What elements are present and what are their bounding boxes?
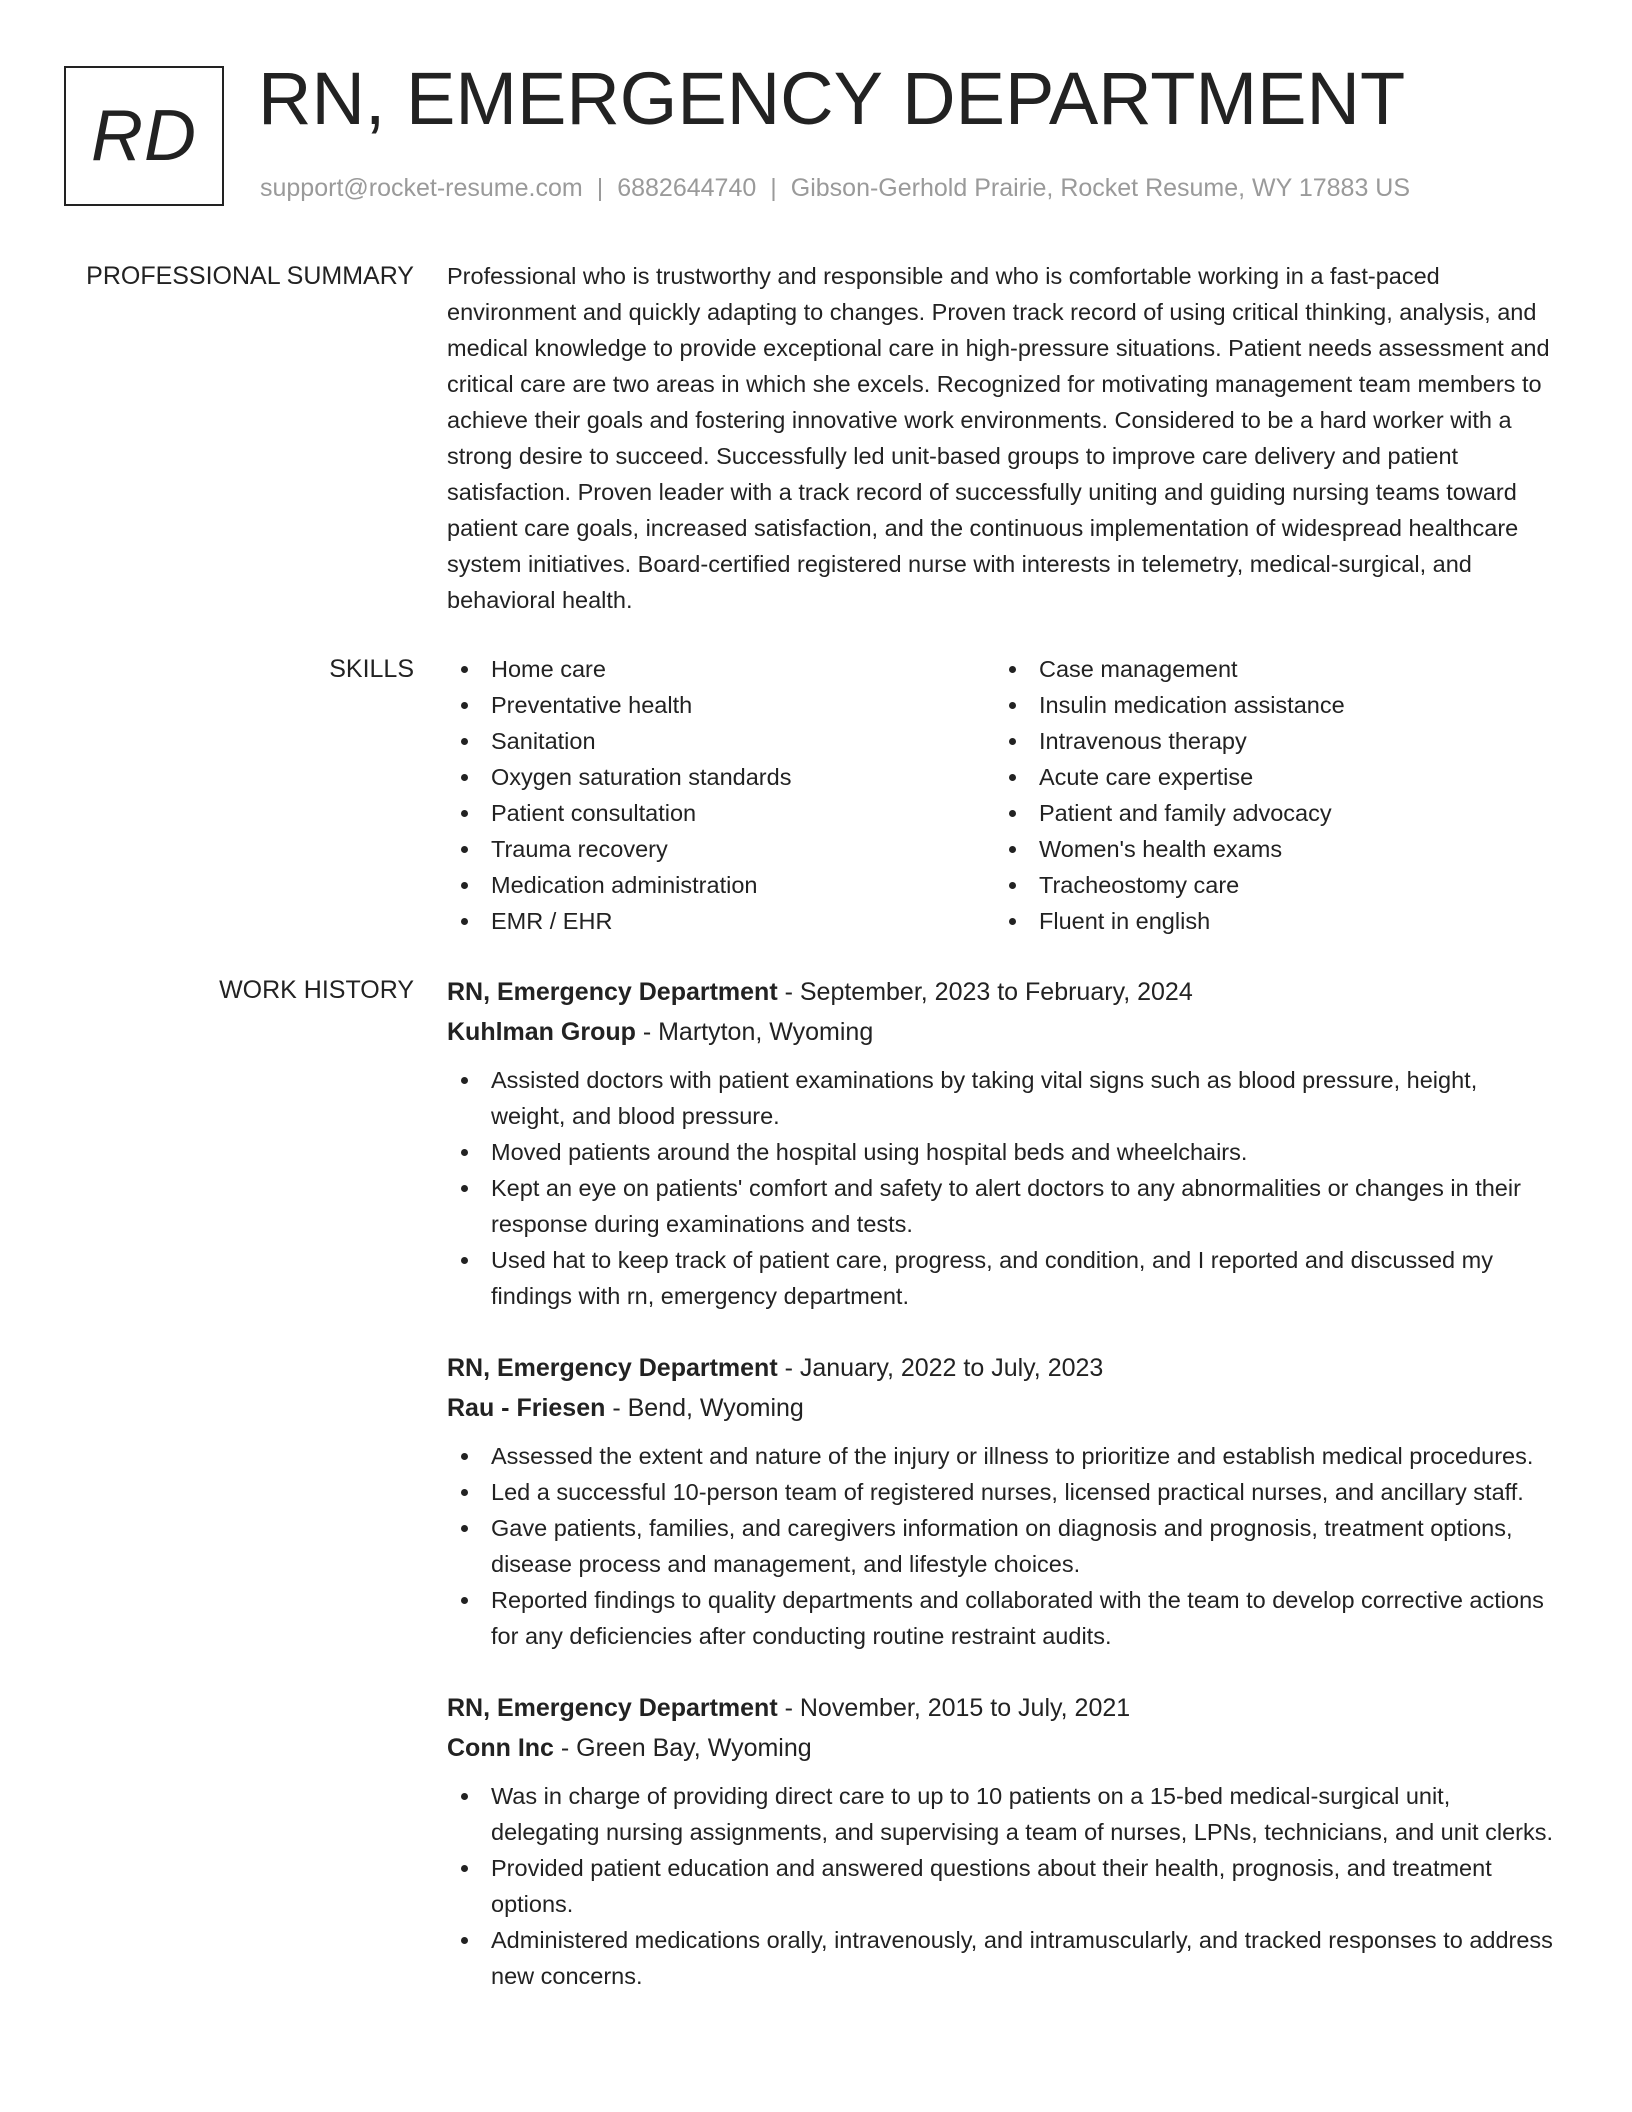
section-heading-summary: PROFESSIONAL SUMMARY xyxy=(86,262,414,290)
skill-item: Patient and family advocacy xyxy=(995,795,1543,831)
skill-item: Oxygen saturation standards xyxy=(447,759,995,795)
job-company-line xyxy=(447,1728,1557,1768)
job-company: Rau - Friesen xyxy=(447,1394,606,1422)
job-bullet: Was in charge of providing direct care to up to 10 patients on a 15-bed medical-surgical unit, delegating nursing assignments, and supervising a team of nurses, LPNs, technicians, and unit clerks. xyxy=(447,1778,1557,1850)
job-entry xyxy=(447,972,1557,1314)
job-company: Conn Inc xyxy=(447,1734,554,1762)
job-dates: - November, 2015 to July, 2021 xyxy=(777,1694,1131,1722)
job-location: - Green Bay, Wyoming xyxy=(553,1734,812,1762)
contact-separator: | xyxy=(770,174,777,202)
skill-item: Insulin medication assistance xyxy=(995,687,1543,723)
job-entry xyxy=(447,1688,1557,1994)
skill-item: Preventative health xyxy=(447,687,995,723)
job-entry xyxy=(447,1348,1557,1654)
skill-item: Case management xyxy=(995,651,1543,687)
skill-item: Fluent in english xyxy=(995,903,1543,939)
job-dates: - January, 2022 to July, 2023 xyxy=(777,1354,1104,1382)
monogram-logo: RD xyxy=(64,66,224,206)
skills-column-right xyxy=(995,651,1543,939)
job-bullet: Led a successful 10-person team of registered nurses, licensed practical nurses, and ancillary staff. xyxy=(447,1474,1557,1510)
skill-item: Tracheostomy care xyxy=(995,867,1543,903)
job-location: - Martyton, Wyoming xyxy=(635,1018,874,1046)
job-bullet: Used hat to keep track of patient care, progress, and condition, and I reported and discussed my findings with rn, emergency department. xyxy=(447,1242,1557,1314)
job-company-line xyxy=(447,1012,1557,1052)
job-bullet: Moved patients around the hospital using hospital beds and wheelchairs. xyxy=(447,1134,1557,1170)
skills-body xyxy=(447,651,1557,939)
job-title: RN, Emergency Department xyxy=(447,1354,778,1382)
contact-phone[interactable]: 6882644740 xyxy=(617,174,757,202)
skill-item: Intravenous therapy xyxy=(995,723,1543,759)
job-bullet: Gave patients, families, and caregivers information on diagnosis and prognosis, treatment options, disease process and management, and lifestyle choices. xyxy=(447,1510,1557,1582)
work-history-body xyxy=(447,972,1557,2028)
skill-item: Women's health exams xyxy=(995,831,1543,867)
section-heading-work-history: WORK HISTORY xyxy=(219,976,414,1004)
job-dates: - September, 2023 to February, 2024 xyxy=(777,978,1193,1006)
contact-separator: | xyxy=(596,174,604,202)
contact-email[interactable]: support@rocket-resume.com xyxy=(260,174,583,202)
job-title-line xyxy=(447,1688,1557,1728)
contact-line xyxy=(260,174,1410,203)
job-title-line xyxy=(447,972,1557,1012)
skill-item: Home care xyxy=(447,651,995,687)
job-title-line xyxy=(447,1348,1557,1388)
job-bullet: Reported findings to quality departments and collaborated with the team to develop corrective actions for any deficiencies after conducting routine restraint audits. xyxy=(447,1582,1557,1654)
skill-item: Trauma recovery xyxy=(447,831,995,867)
skill-item: EMR / EHR xyxy=(447,903,995,939)
job-bullet: Assessed the extent and nature of the injury or illness to prioritize and establish medical procedures. xyxy=(447,1438,1557,1474)
resume-title: RN, EMERGENCY DEPARTMENT xyxy=(258,57,1406,140)
summary-body xyxy=(447,258,1557,618)
job-title: RN, Emergency Department xyxy=(447,1694,778,1722)
job-bullet: Administered medications orally, intravenously, and intramuscularly, and tracked responses to address new concerns. xyxy=(447,1922,1557,1994)
job-bullets xyxy=(447,1438,1557,1654)
section-heading-skills: SKILLS xyxy=(329,655,414,683)
job-title: RN, Emergency Department xyxy=(447,978,778,1006)
job-company: Kuhlman Group xyxy=(447,1018,636,1046)
skills-column-left xyxy=(447,651,995,939)
job-bullet: Assisted doctors with patient examinations by taking vital signs such as blood pressure, height, weight, and blood pressure. xyxy=(447,1062,1557,1134)
job-bullet: Kept an eye on patients' comfort and safety to alert doctors to any abnormalities or changes in their response during examinations and tests. xyxy=(447,1170,1557,1242)
skill-item: Medication administration xyxy=(447,867,995,903)
job-location: - Bend, Wyoming xyxy=(605,1394,804,1422)
job-company-line xyxy=(447,1388,1557,1428)
skill-item: Acute care expertise xyxy=(995,759,1543,795)
skill-item: Patient consultation xyxy=(447,795,995,831)
summary-text: Professional who is trustworthy and responsible and who is comfortable working in a fast-paced environment and quickly adapting to changes. Proven track record of using critical thinking, analysis, and medical knowledge to provide exceptional care in high-pressure situations. Patient needs assessment and critical care are two areas in which she excels. Recognized for motivating management team members to achieve their goals and fostering innovative work environments. Considered to be a hard worker with a strong desire to succeed. Successfully led unit-based groups to improve care delivery and patient satisfaction. Proven leader with a track record of successfully uniting and guiding nursing teams toward patient care goals, increased satisfaction, and the continuous implementation of widespread healthcare system initiatives. Board-certified registered nurse with interests in telemetry, medical-surgical, and behavioral health. xyxy=(447,263,1550,613)
job-bullets xyxy=(447,1778,1557,1994)
job-bullets xyxy=(447,1062,1557,1314)
job-bullet: Provided patient education and answered questions about their health, prognosis, and treatment options. xyxy=(447,1850,1557,1922)
skill-item: Sanitation xyxy=(447,723,995,759)
contact-address: Gibson-Gerhold Prairie, Rocket Resume, WY 17883 US xyxy=(790,174,1411,202)
